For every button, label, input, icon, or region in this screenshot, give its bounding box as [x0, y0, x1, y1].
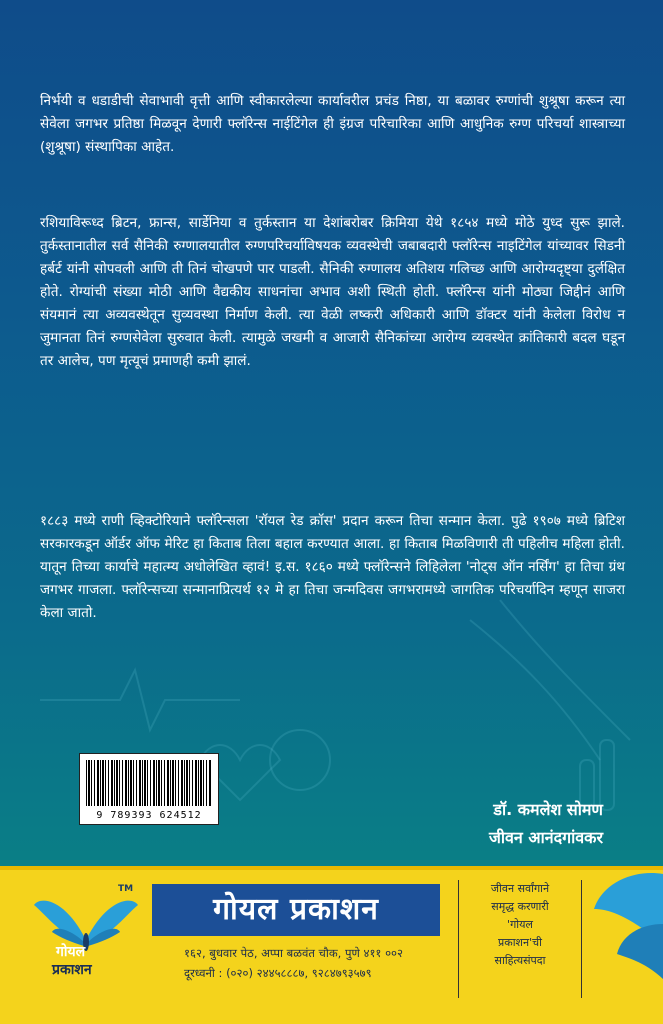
paragraph-intro: निर्भयी व धडाडीची सेवाभावी वृत्ती आणि स्वीकारलेल्या कार्यावरील प्रचंड निष्ठा, या बळावर रुग्णांची शुश्रूषा करून त्या सेवेला जगभर प्रतिष्ठा मिळवून देणारी फ्लॉरेन्स नाईटिंगेल ही इंग्रज परिचारिका आणि आधुनिक रुग्ण परिचर्या शास्त्राच्या (शुश्रूषा) संस्थापिका आहेत.: [40, 93, 625, 155]
tagline-line: प्रकाशन'ची: [498, 936, 542, 949]
paragraph-crimean-war: रशियाविरूध्द ब्रिटन, फ्रान्स, सार्डेनिया व तुर्कस्तान या देशांबरोबर क्रिमिया येथे १८५४ मध्ये मोठे युध्द सुरू झाले. तुर्कस्तानातील सर्व सैनिकी रुग्णालयातील रुग्णपरिचर्याविषयक व्यवस्थेची जबाबदारी फ्लॉरेन्स नाइटिंगेल यांच्यावर सिडनी हर्बर्ट यांनी सोपवली आणि ती तिनं चोखपणे पार पाडली. सैनिकी रुग्णालय अतिशय गलिच्छ आणि आरोग्यदृष्ट्या दुर्लक्षित होते. रोग्यांची संख्या मोठी आणि वैद्यकीय साधनांचा अभाव अशी स्थिती होती. फ्लॉरेन्स यांनी मोठ्या जिद्दीनं आणि संयमानं त्या अव्यवस्थेतून सुव्यवस्था निर्माण केली. त्या वेळी लष्करी अधिकारी आणि डॉक्टर यांनी केलेला विरोध न जुमानता तिनं रुग्णसेवेला सुरुवात केली. त्यामुळे जखमी व आजारी सैनिकांच्या आरोग्य व्यवस्थेत क्रांतिकारी बदल घडून तर आलेच, पण मृत्यूचं प्रमाणही कमी झालं.: [40, 215, 625, 369]
tagline-line: समृद्ध करणारी: [491, 900, 549, 913]
isbn-barcode: [79, 753, 219, 825]
publisher-logo: [26, 880, 146, 990]
logo-text-line1: गोयल: [56, 944, 86, 960]
tagline-line: 'गोयल: [507, 918, 533, 931]
barcode-bars: [86, 760, 212, 806]
author-name-2: जीवन आनंदगांवकर: [489, 828, 603, 847]
publisher-address: १६२, बुधवार पेठ, अप्पा बळवंत चौक, पुणे ४११ ००२: [184, 946, 404, 960]
wing-decoration-icon: [582, 864, 663, 984]
footer-divider: [0, 866, 663, 870]
publisher-tagline: [458, 880, 582, 998]
logo-text-line2: प्रकाशन: [52, 962, 92, 978]
paragraph-honours: १८८३ मध्ये राणी व्हिक्टोरियाने फ्लॉरेन्सला 'रॉयल रेड क्रॉस' प्रदान करून तिचा सन्मान केला. पुढे १९०७ मध्ये ब्रिटिश सरकारकडून ऑर्डर ऑफ मेरिट हा किताब तिला बहाल करण्यात आला. हा किताब मिळविणारी ती पहिलीच महिला होती. यातून तिच्या कार्याचे महात्म्य अधोलेखित व्हावं! इ.स. १८६० मध्ये फ्लॉरेन्सने लिहिलेला 'नोट्स ऑन नर्सिंग' हा तिचा ग्रंथ जगभर गाजला. फ्लॉरेन्सच्या सन्मानाप्रित्यर्थ १२ मे हा तिचा जन्मदिवस जगभरामध्ये जागतिक परिचर्यादिन म्हणून साजरा केला जातो.: [40, 513, 625, 621]
tagline-line: जीवन सर्वांगाने: [490, 882, 550, 895]
barcode-number: 9 789393 624512: [96, 810, 202, 821]
author-name-1: डॉ. कमलेश सोमण: [493, 800, 603, 819]
publisher-name: गोयल प्रकाशन: [152, 884, 440, 936]
tagline-line: साहित्यसंपदा: [494, 954, 546, 967]
publisher-phone: दूरध्वनी : (०२०) २४४५८८८७, ९२८४७९३५७९: [184, 966, 372, 980]
trademark-label: TM: [118, 884, 134, 894]
